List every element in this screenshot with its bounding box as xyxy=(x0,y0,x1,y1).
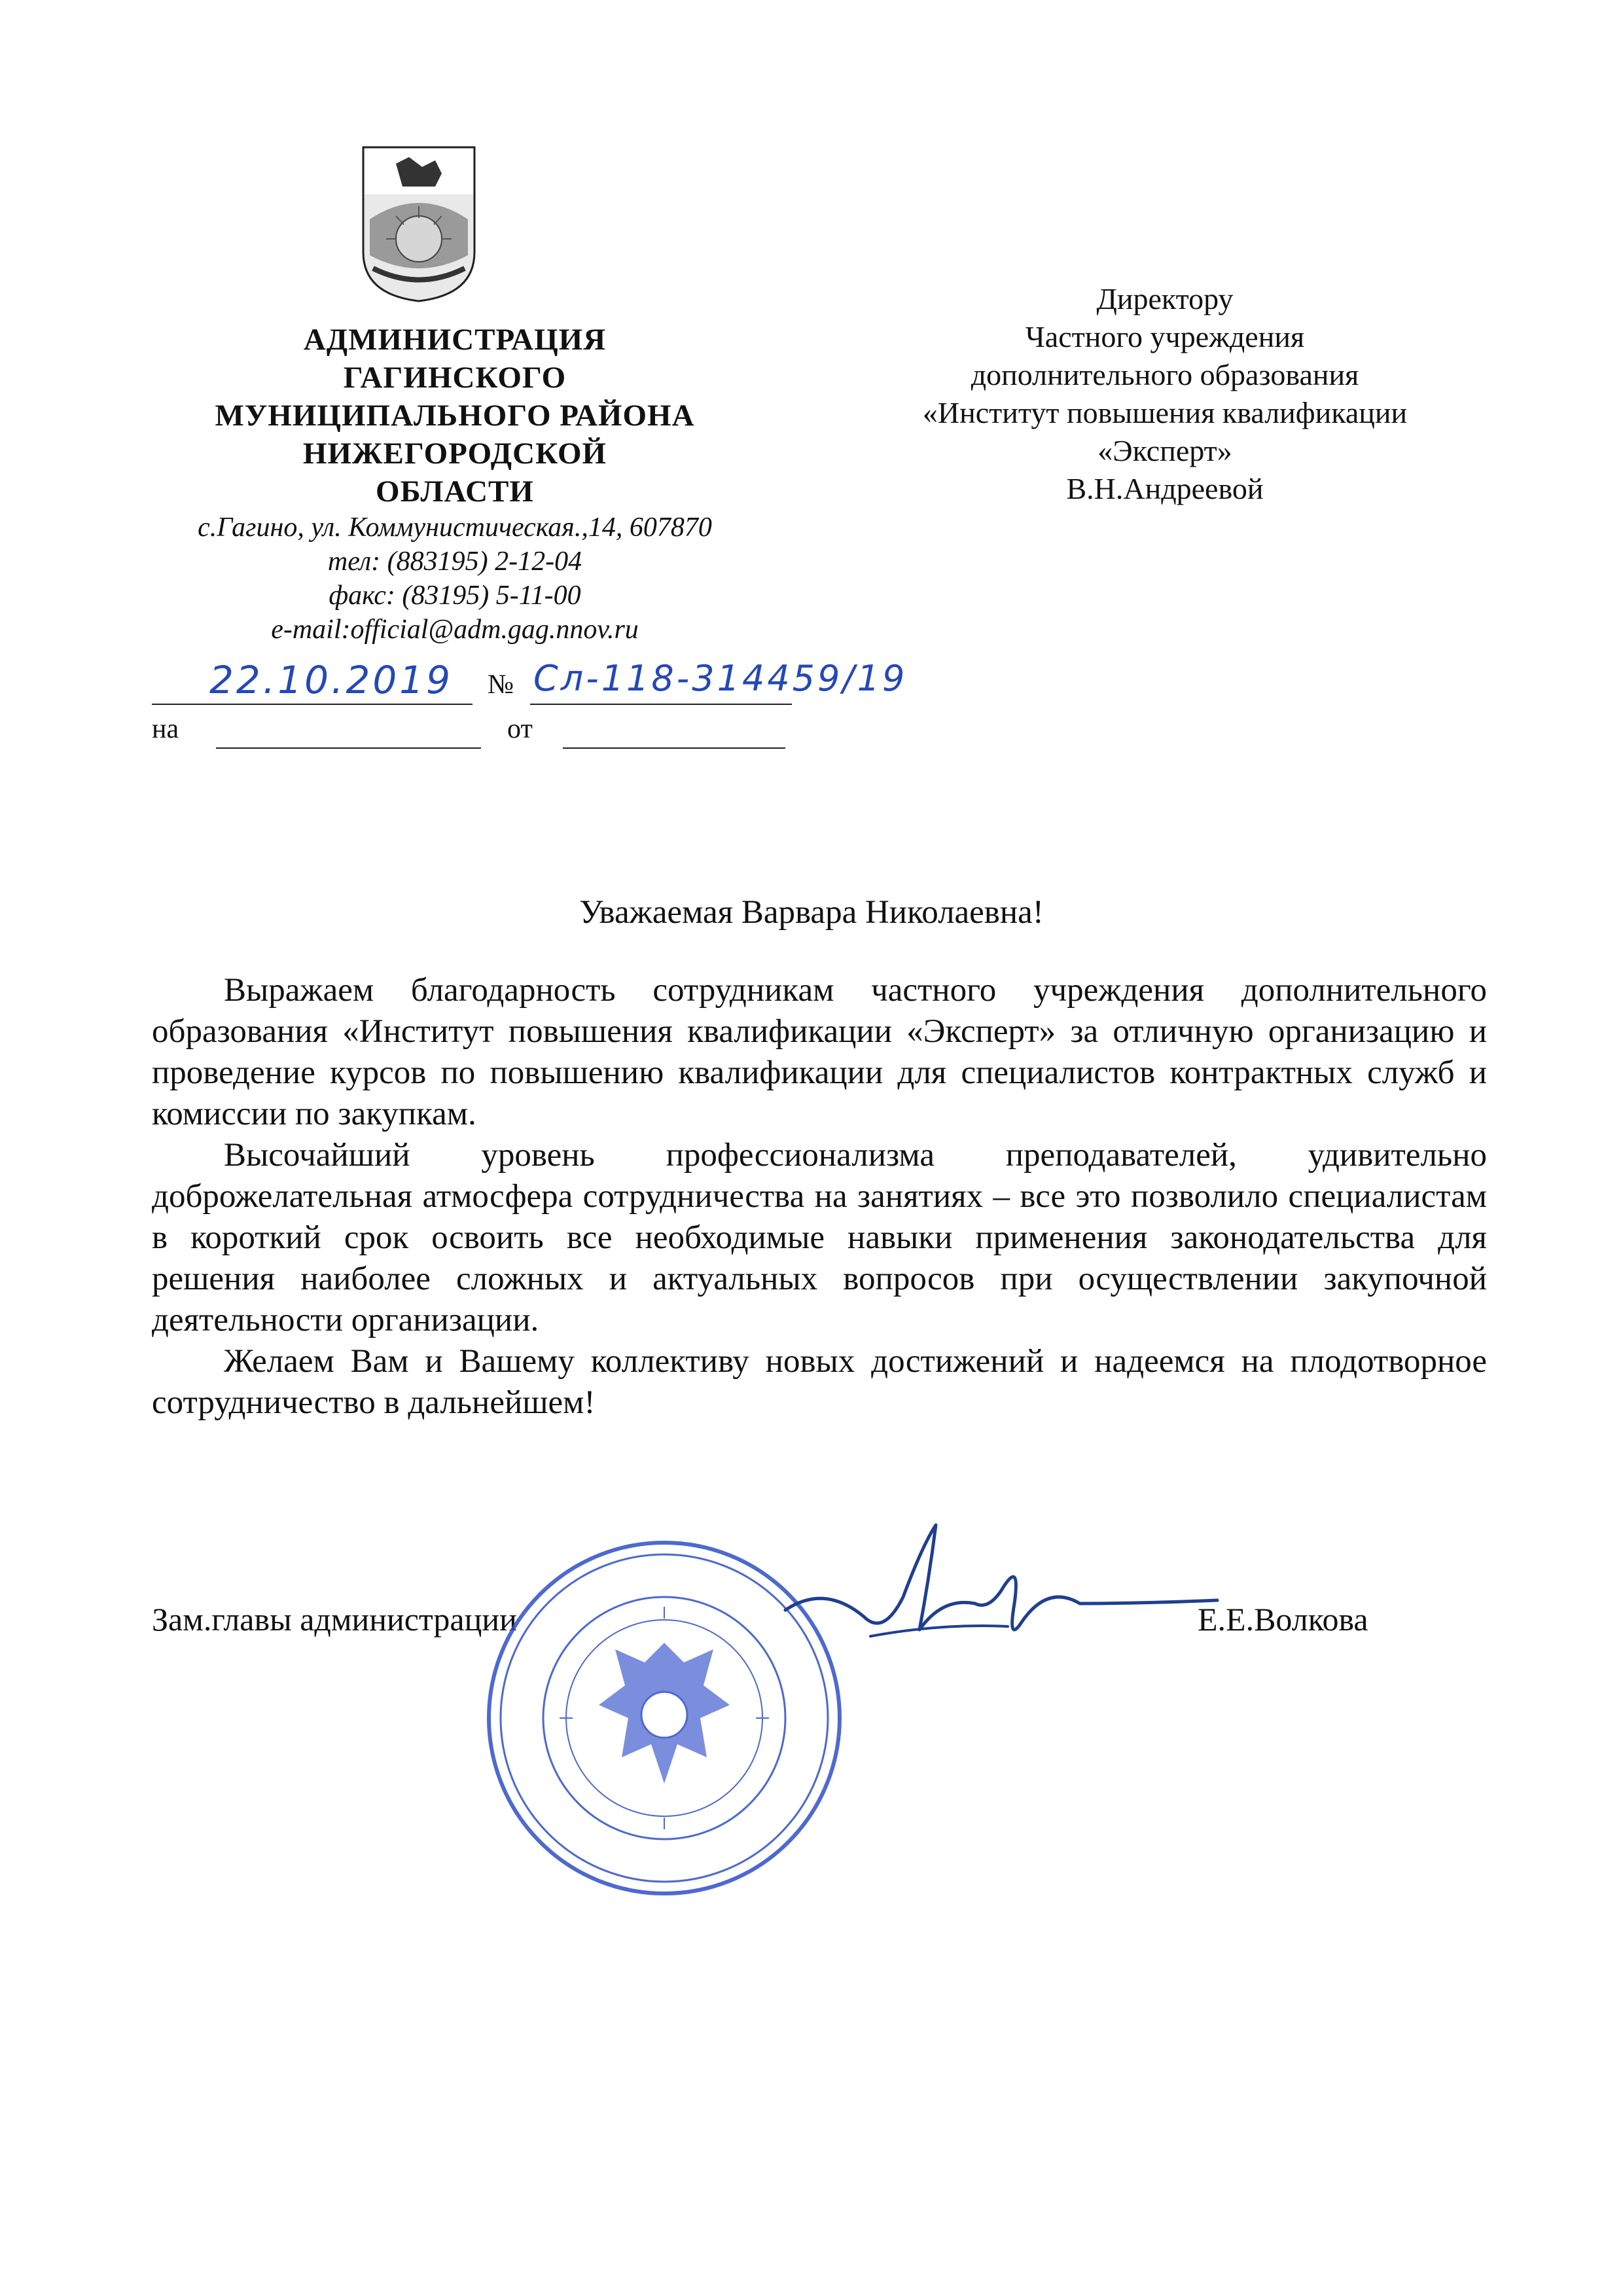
recipient-line: Частного учреждения xyxy=(1025,320,1305,353)
sender-org-line: ОБЛАСТИ xyxy=(376,475,534,509)
body-paragraph: Высочайший уровень профессионализма преподавателей, удивительно доброжелательная атмосфера сотрудничества на занятиях – все это позволило специалистам в короткий срок освоить все необходимые навыки применения законодательства для решения наиболее сложных и актуальных вопросов при осуществлении закупочной деятельности организации. xyxy=(152,1137,1487,1338)
handwritten-signature xyxy=(772,1505,1230,1676)
signatory-title: Зам.главы администрации xyxy=(152,1601,517,1638)
sender-fax: факс: (83195) 5-11-00 xyxy=(329,581,581,611)
letter-body xyxy=(152,970,1487,1424)
recipient-line: В.Н.Андреевой xyxy=(1066,472,1264,505)
sender-org-line: ГАГИНСКОГО xyxy=(343,361,567,395)
greeting: Уважаемая Варвара Николаевна! xyxy=(579,894,1044,931)
handwritten-number: Сл-118-314459/19 xyxy=(533,658,908,699)
from-underline xyxy=(563,747,785,749)
recipient-line: Директору xyxy=(1096,282,1234,315)
body-paragraph: Выражаем благодарность сотрудникам частного учреждения дополнительного образования «Институт повышения квалификации «Эксперт» за отличную организацию и проведение курсов по повышению квалификации для специалистов контрактных служб и комиссии по закупкам. xyxy=(152,972,1487,1132)
signatory-name: Е.Е.Волкова xyxy=(1198,1601,1368,1638)
sender-org-line: НИЖЕГОРОДСКОЙ xyxy=(302,437,607,471)
date-underline xyxy=(152,704,473,705)
sender-org-line: АДМИНИСТРАЦИЯ xyxy=(303,323,607,357)
recipient-block xyxy=(825,280,1505,508)
sender-address: с.Гагино, ул. Коммунистическая.,14, 607870 xyxy=(198,512,712,543)
on-label: на xyxy=(152,714,179,744)
recipient-line: «Институт повышения квалификации xyxy=(922,396,1408,429)
sender-block xyxy=(118,321,792,647)
sender-org-line: МУНИЦИПАЛЬНОГО РАЙОНА xyxy=(215,399,695,433)
handwritten-date: 22.10.2019 xyxy=(209,658,454,702)
on-underline xyxy=(216,747,481,749)
sender-email: e-mail:official@adm.gag.nnov.ru xyxy=(271,615,639,645)
sender-phone: тел: (883195) 2-12-04 xyxy=(327,547,582,577)
from-label: от xyxy=(507,714,533,744)
recipient-line: дополнительного образования xyxy=(971,358,1359,391)
recipient-line: «Эксперт» xyxy=(1097,434,1232,467)
coat-of-arms-icon xyxy=(357,141,481,304)
number-underline xyxy=(530,704,792,705)
body-paragraph: Желаем Вам и Вашему коллективу новых достижений и надеемся на плодотворное сотрудничество в дальнейшем! xyxy=(152,1343,1487,1421)
number-label: № xyxy=(488,670,514,700)
